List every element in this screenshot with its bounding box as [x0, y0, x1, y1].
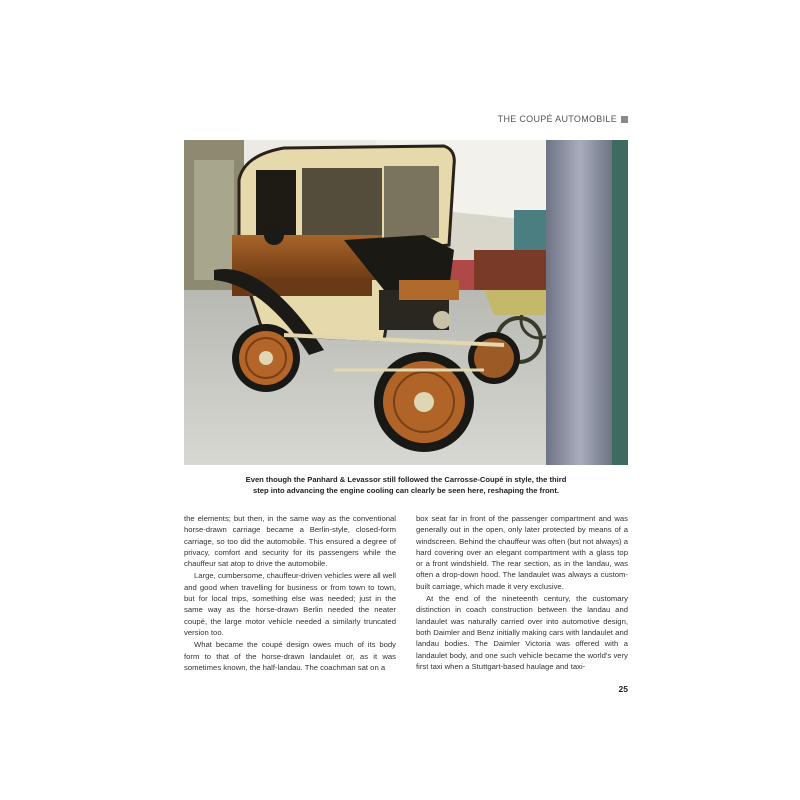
paragraph: box seat far in front of the passenger compartment and was generally out in the open, only later protected by means of a windscreen. Behind the chauffeur was often (but not always) a hard covering over an elegant compartment with a glass top or a front windshield. The rear section, as in the landau, was often a drop-down hood. The landaulet was always a custom-built carriage, which made it very exclusive.	[416, 514, 628, 591]
paragraph: What became the coupé design owes much of its body form to that of the horse-drawn landaulet or, as it was sometimes known, the half-landau. The coachman sat on a	[184, 640, 396, 672]
body-column-left	[184, 513, 396, 673]
running-head	[498, 114, 628, 124]
body-column-right	[416, 513, 628, 672]
figure-caption	[184, 474, 628, 496]
square-bullet-icon	[621, 116, 628, 123]
paragraph: Large, cumbersome, chauffeur-driven vehicles were all well and good when travelling for business or from town to town, but for local trips, something else was needed; just in the same way as the horse-drawn Berlin needed the neater coupé, the large motor vehicle needed a similarly truncated version too.	[184, 571, 396, 637]
car-photo	[184, 140, 628, 465]
running-head-title: THE COUPÉ AUTOMOBILE	[497, 114, 617, 124]
paragraph: At the end of the nineteenth century, the customary distinction in coach construction between the landau and landaulet was naturally carried over into automotive design, both Daimler and Benz initially making cars with landaulet and landau bodies. The Daimler Victoria was offered with a landaulet body, and one such vehicle became the world's very first taxi when a Stuttgart-based haulage and taxi-	[416, 594, 628, 671]
paragraph: the elements; but then, in the same way as the conventional horse-drawn carriage became a Berlin-style, closed-form carriage, so too did the automobile. This ensured a degree of privacy, comfort and security for its passengers while the chauffeur sat atop to drive the automobile.	[184, 514, 396, 569]
caption-line-1: Even though the Panhard & Levassor still followed the Carrosse-Coupé in style, the third	[245, 475, 567, 484]
panhard-levassor-car-illustration	[184, 140, 628, 465]
page-number: 25	[618, 684, 628, 694]
caption-line-2: step into advancing the engine cooling can clearly be seen here, reshaping the front.	[253, 486, 559, 495]
